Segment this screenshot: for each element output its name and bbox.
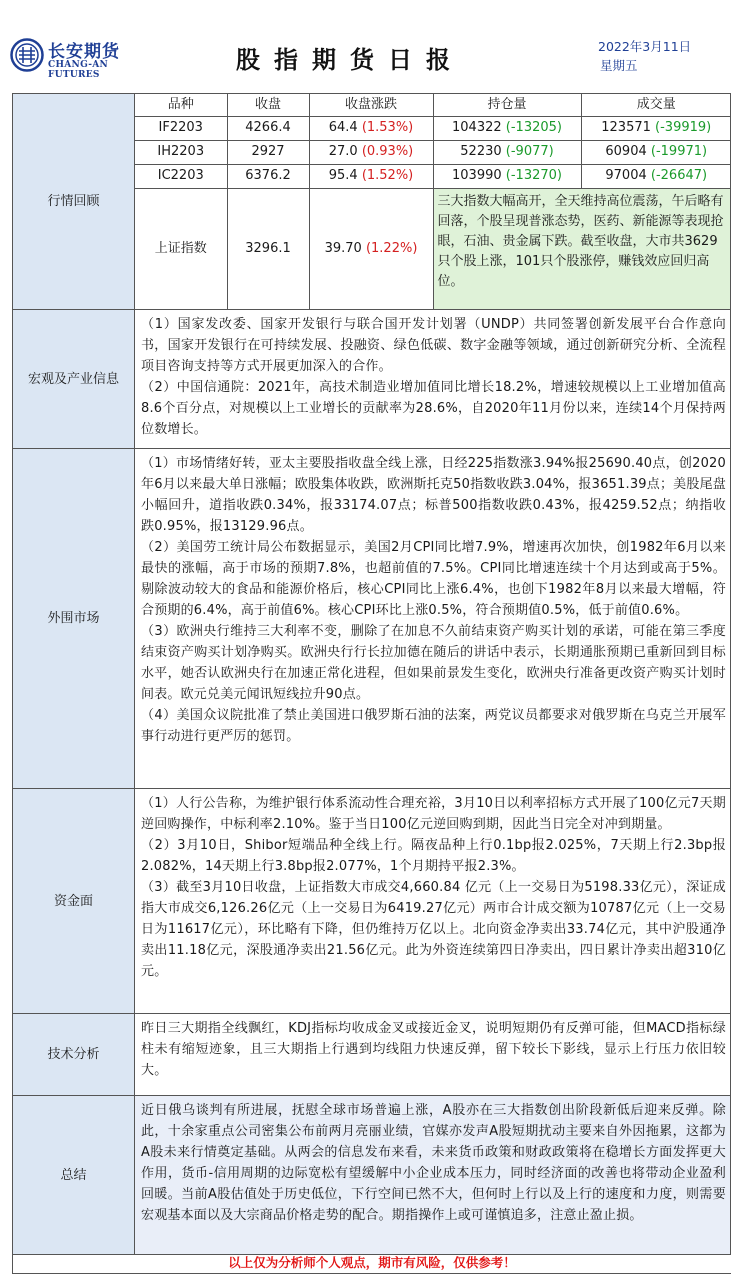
report-date: [598, 37, 691, 75]
oi-change: (-13205): [505, 120, 562, 135]
contract-name: IC2203: [135, 164, 227, 188]
change-pct: (1.52%): [361, 168, 414, 183]
funds-paragraph: （3）截至3月10日收盘，上证指数大市成交4,660.84 亿元（上一交易日为5198.33亿元），深证成指大市成交6,126.26亿元（上一交易日为6419.27亿元）两市合计成交额为10787亿元（上一交易日为11617亿元），环比略有下降，但仍维持万亿以上。北向资金净卖出33.74亿元，其中沪股通净卖出11.18亿元，深股通净卖出21.56亿元。此为外资连续第四日净卖出，四日累计净卖出超310亿元。: [141, 880, 726, 979]
oi-cell: [433, 116, 581, 140]
index-change-cell: [309, 188, 433, 309]
external-paragraph: （2）美国劳工统计局公布数据显示，美国2月CPI同比增7.9%，增速再次加快，创1982年6月以来最快的涨幅，高于市场的预期7.8%，也超前值的7.5%。CPI同比增速连续十个月达到或高于5%。剔除波动较大的食品和能源价格后，核心CPI同比上涨6.4%，也创下1982年8月以来最大增幅，符合预期的6.4%，高于前值6%。核心CPI环比上涨0.5%，符合预期值0.5%，低于前值0.6%。: [141, 540, 726, 618]
date-text: 2022年3月11日: [598, 39, 692, 54]
col-header: 收盘涨跌: [309, 94, 433, 116]
logo-chinese-name: 长安期货: [48, 42, 120, 62]
change-cell: [309, 164, 433, 188]
col-header: 持仓量: [433, 94, 581, 116]
volume-change: (-19971): [650, 144, 708, 159]
logo-english-name: CHANG-AN FUTURES: [48, 60, 109, 80]
change-cell: [309, 116, 433, 140]
summary-label: 总结: [13, 1096, 135, 1255]
change-value: 64.4: [328, 120, 358, 135]
external-paragraph: （4）美国众议院批准了禁止美国进口俄罗斯石油的法案，两党议员都要求对俄罗斯在乌克兰开展军事行动进行更严厉的惩罚。: [141, 708, 726, 744]
index-row: [135, 188, 731, 309]
report-header: [0, 0, 731, 90]
macro-paragraph: （2）中国信通院：2021年，高技术制造业增加值同比增长18.2%，增速较规模以上工业增加值高8.6个百分点，对规模以上工业增长的贡献率为28.6%，自2020年11月份以来，连续14个月保持两位数增长。: [141, 380, 726, 437]
close-value: 2927: [227, 140, 309, 164]
oi-value: 52230: [460, 144, 502, 159]
volume-cell: [581, 140, 731, 164]
oi-value: 103990: [452, 168, 502, 183]
macro-paragraph: （1）国家发改委、国家开发银行与联合国开发计划署（UNDP）共同签署创新发展平台合作意向书，国家开发银行在可持续发展、投融资、绿色低碳、数字金融等领域，通过创新研究分析、全流程项目咨询支持等方式开展更加深入的合作。: [141, 317, 726, 374]
company-logo: [10, 34, 130, 82]
volume-change: (-39919): [655, 120, 712, 135]
index-name: 上证指数: [135, 188, 227, 309]
col-header: 收盘: [227, 94, 309, 116]
market-table: [135, 94, 731, 309]
change-cell: [309, 140, 433, 164]
external-market-content: [135, 449, 731, 789]
change-value: 27.0: [328, 144, 358, 159]
table-row: [135, 140, 731, 164]
change-pct: (1.53%): [361, 120, 414, 135]
market-table-header: [135, 94, 731, 116]
close-value: 6376.2: [227, 164, 309, 188]
market-comment: 三大指数大幅高开，全天维持高位震荡，午后略有回落，个股呈现普涨态势，医药、新能源等表现抢眼，石油、贵金属下跌。截至收盘，大市共3629只个股上涨，101只个股涨停，赚钱效应回归高位。: [433, 188, 731, 309]
technical-label: 技术分析: [13, 1014, 135, 1096]
oi-change: (-9077): [505, 144, 554, 159]
macro-label: 宏观及产业信息: [13, 310, 135, 449]
market-review-label: 行情回顾: [13, 94, 135, 310]
volume-cell: [581, 116, 731, 140]
funds-content: [135, 789, 731, 1014]
report-table: [12, 93, 731, 1255]
funds-paragraph: （2）3月10日，Shibor短端品种全线上行。隔夜品种上行0.1bp报2.025%，7天期上行2.3bp报2.082%，14天期上行3.8bp报2.077%，1个月期持平报2.3%。: [141, 838, 726, 874]
index-change: 39.70: [324, 240, 362, 256]
external-paragraph: （1）市场情绪好转，亚太主要股指收盘全线上涨，日经225指数涨3.94%报25690.40点，创2020年6月以来最大单日涨幅；欧股集体收跌，欧洲斯托克50指数收跌3.04%，报3651.39点；美股尾盘小幅回升，道指收跌0.34%，报33174.07点；标普500指数收跌0.43%，报4259.52点；纳指收跌0.95%，报13129.96点。: [141, 456, 726, 534]
weekday-text: 星期五: [600, 58, 638, 73]
volume-value: 60904: [605, 144, 647, 159]
summary-content: 近日俄乌谈判有所进展，抚慰全球市场普遍上涨，A股亦在三大指数创出阶段新低后迎来反弹。除此，十余家重点公司密集公布前两月亮丽业绩，官媒亦发声A股短期扰动主要来自外因拖累，这都为A股未来行情奠定基础。从两会的信息发布来看，未来货币政策和财政政策将在稳增长方面发挥更大作用，货币-信用周期的边际宽松有望缓解中小企业成本压力，同时经济面的改善也将带动企业盈利回暖。当前A股估值处于历史低位，下行空间已然不大，但何时上行以及上行的速度和力度，则需要宏观基本面以及大宗商品价格走势的配合。期指操作上或可谨慎追多，注意止盈止损。: [135, 1096, 731, 1255]
volume-value: 97004: [605, 168, 647, 183]
volume-cell: [581, 164, 731, 188]
oi-value: 104322: [452, 120, 502, 135]
contract-name: IF2203: [135, 116, 227, 140]
oi-cell: [433, 164, 581, 188]
index-change-pct: (1.22%): [365, 240, 418, 256]
external-paragraph: （3）欧洲央行维持三大利率不变，删除了在加息不久前结束资产购买计划的承诺，可能在第三季度结束资产购买计划净购买。欧洲央行行长拉加德在随后的讲话中表示，长期通胀预期已重新回到目标水平，她否认欧洲央行在加速正常化进程，但如果前景发生变化，欧洲央行准备更改资产购买计划时间表。欧元兑美元闻讯短线拉升90点。: [141, 624, 726, 702]
technical-content: 昨日三大期指全线飘红，KDJ指标均收成金叉或接近金叉，说明短期仍有反弹可能，但MACD指标绿柱未有缩短迹象，且三大期指上行遇到均线阻力快速反弹，留下较长下影线，显示上行压力依旧较大。: [135, 1014, 731, 1096]
change-pct: (0.93%): [361, 144, 414, 159]
funds-paragraph: （1）人行公告称，为维护银行体系流动性合理充裕，3月10日以利率招标方式开展了100亿元7天期逆回购操作，中标利率2.10%。鉴于当日100亿元逆回购到期，因此当日完全对冲到期量。: [141, 796, 726, 832]
col-header: 成交量: [581, 94, 731, 116]
oi-cell: [433, 140, 581, 164]
change-value: 95.4: [328, 168, 358, 183]
oi-change: (-13270): [505, 168, 562, 183]
funds-label: 资金面: [13, 789, 135, 1014]
volume-value: 123571: [601, 120, 651, 135]
table-row: [135, 116, 731, 140]
volume-change: (-26647): [650, 168, 708, 183]
disclaimer: 以上仅为分析师个人观点，期市有风险，仅供参考！: [12, 1253, 731, 1274]
logo-emblem-icon: [10, 38, 44, 72]
close-value: 4266.4: [227, 116, 309, 140]
macro-content: [135, 310, 731, 449]
index-close: 3296.1: [227, 188, 309, 309]
contract-name: IH2203: [135, 140, 227, 164]
table-row: [135, 164, 731, 188]
report-title: 股指期货日报: [236, 46, 464, 74]
col-header: 品种: [135, 94, 227, 116]
external-market-label: 外围市场: [13, 449, 135, 789]
